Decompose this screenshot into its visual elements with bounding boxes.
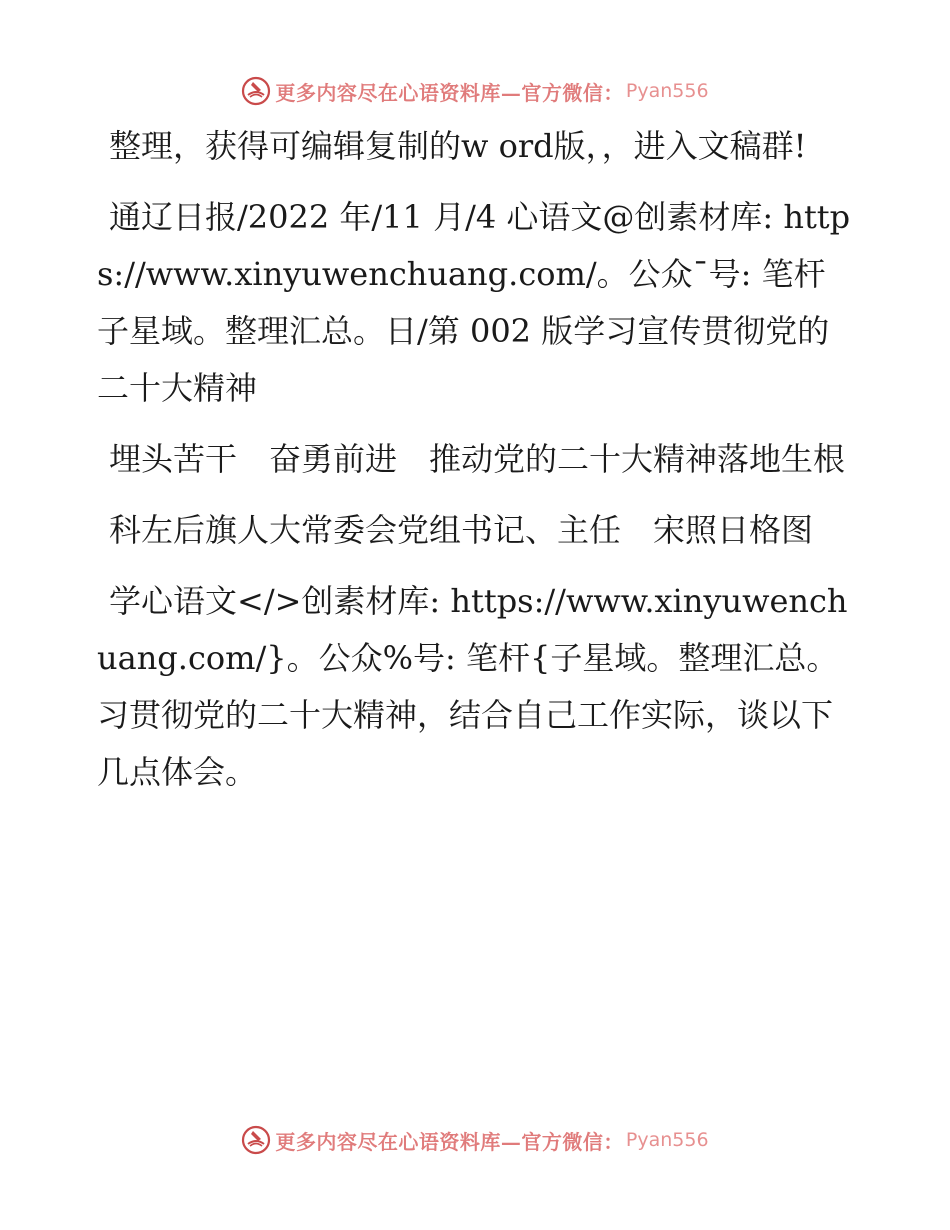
banner-contact: Pyan556 [625, 1129, 709, 1151]
banner-text: 更多内容尽在心语资料库—官方微信： [275, 80, 624, 105]
article-title: 埋头苦干 奋勇前进 推动党的二十大精神落地生根 [109, 440, 846, 478]
banner-text: 更多内容尽在心语资料库—官方微信： [275, 1129, 624, 1154]
article-byline: 科左后旗人大常委会党组书记、主任 宋照日格图 [109, 511, 814, 549]
paragraph: 整理，获得可编辑复制的w ord版，，进入文稿群! [109, 127, 807, 165]
paragraph: 学心语文</>创素材库: https://www.xinyuwenchuang.com/}。公众%号: 笔杆{子星域。整理汇总。习贯彻党的二十大精神，结合自己工作实际，谈以下几点体会。 [97, 582, 848, 791]
banner-contact: Pyan556 [625, 80, 709, 102]
footer-banner [0, 1120, 950, 1160]
book-pen-logo-icon [241, 1125, 271, 1155]
book-pen-logo-icon [241, 76, 271, 106]
header-banner [0, 71, 950, 111]
document-body [97, 118, 852, 801]
paragraph: 通辽日报/2022 年/11 月/4 心语文@创素材库: https://www.xinyuwenchuang.com/。公众¯号: 笔杆子星域。整理汇总。日/第 002 版学习宣传贯彻党的二十大精神 [97, 198, 851, 407]
